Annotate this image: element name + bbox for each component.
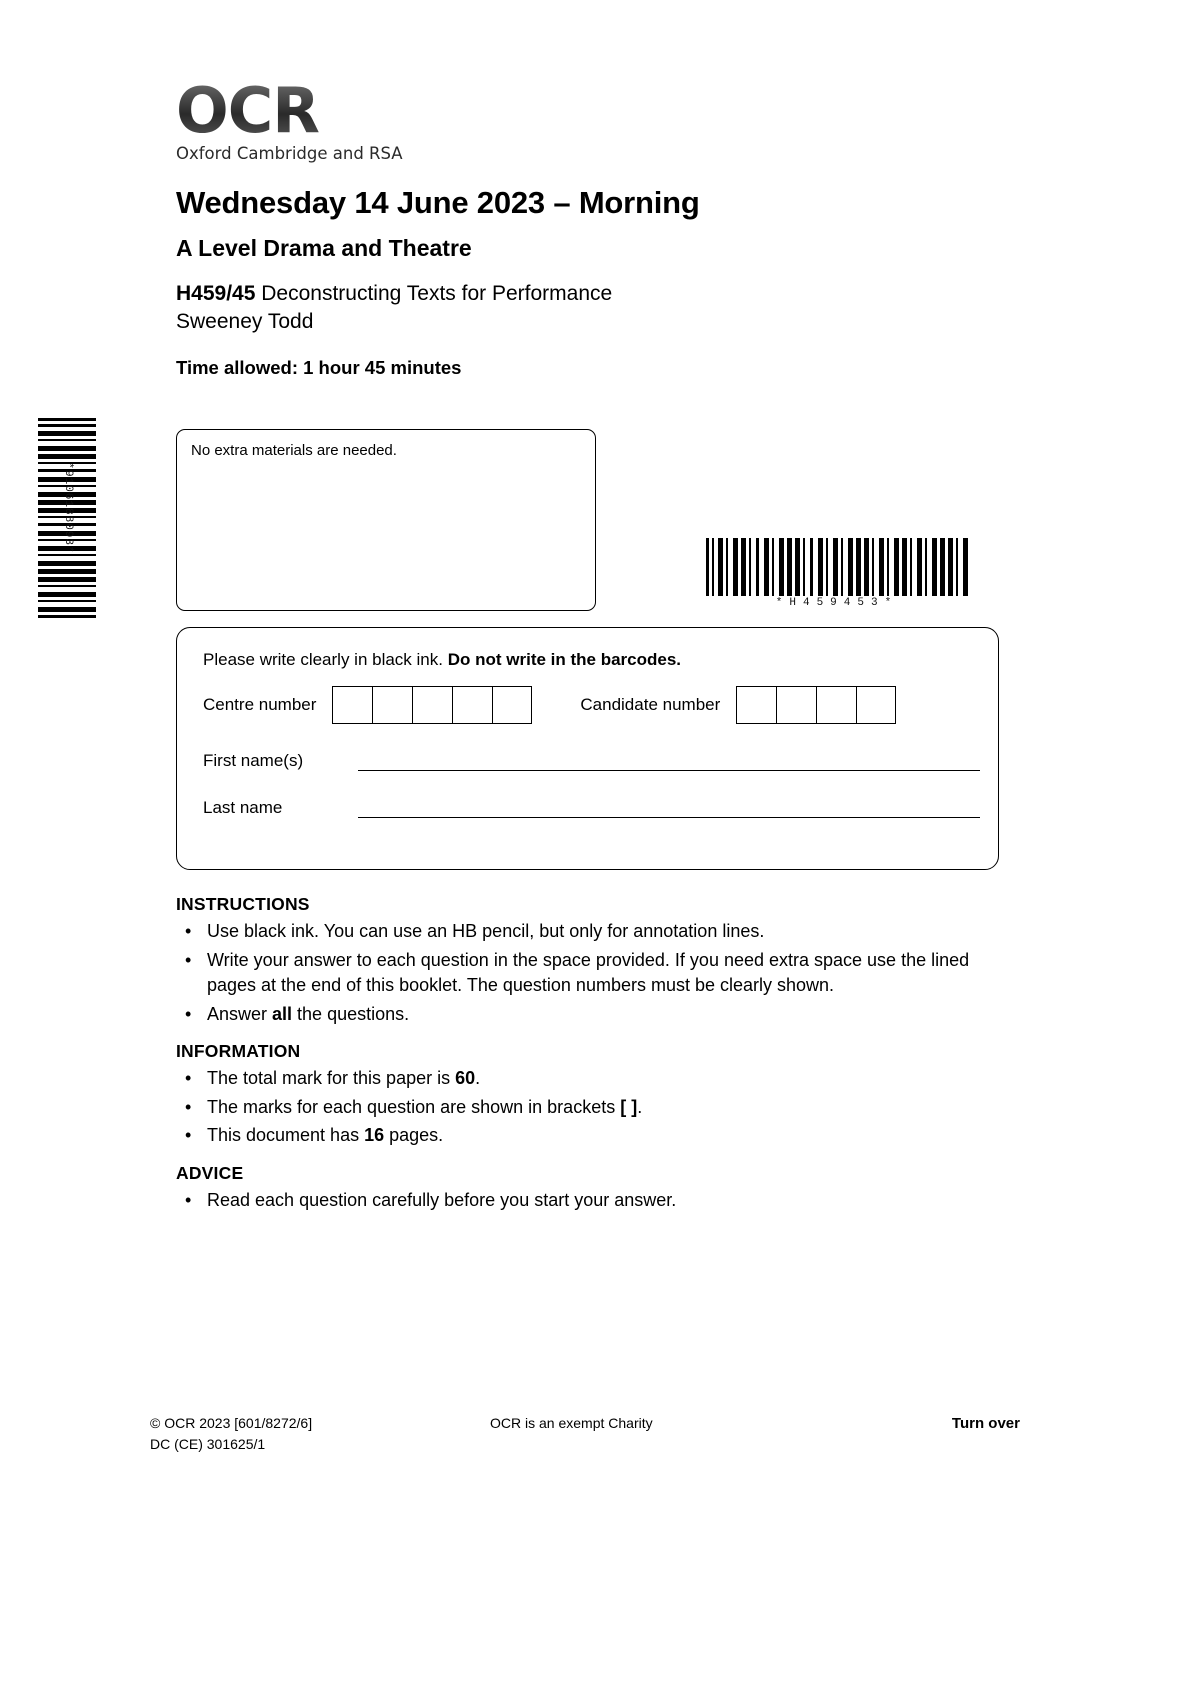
centre-number-cell[interactable] xyxy=(412,686,452,724)
write-clearly-note-plain: Please write clearly in black ink. xyxy=(203,650,448,669)
exam-header xyxy=(176,0,1016,379)
instructions-item xyxy=(176,919,1016,945)
information-item-text: The marks for each question are shown in brackets xyxy=(207,1096,621,1117)
ocr-logo-subtitle: Oxford Cambridge and RSA xyxy=(176,144,403,163)
candidate-number-cell[interactable] xyxy=(776,686,816,724)
vertical-barcode-text: *9106188093* xyxy=(62,462,74,554)
candidate-number-label: Candidate number xyxy=(580,695,721,714)
information-section xyxy=(176,1041,1016,1149)
last-name-label: Last name xyxy=(203,798,283,817)
turn-over-text: Turn over xyxy=(951,1415,1020,1432)
centre-number-cell[interactable] xyxy=(372,686,412,724)
qualification-title: A Level Drama and Theatre xyxy=(176,235,472,261)
information-item-post: pages. xyxy=(384,1125,444,1146)
information-item-post: . xyxy=(637,1096,643,1117)
instructions-list xyxy=(176,919,1016,1027)
materials-box xyxy=(176,429,596,611)
unit-line xyxy=(176,280,1016,337)
instructions-item-text: Use black ink. You can use an HB pencil, but only for annotation lines. xyxy=(207,921,765,941)
centre-number-input[interactable] xyxy=(332,686,532,724)
candidate-number-input[interactable] xyxy=(736,686,896,724)
advice-item xyxy=(176,1188,1016,1214)
instructions-title: INSTRUCTIONS xyxy=(176,894,310,914)
information-item xyxy=(176,1066,1016,1092)
document-code: DC (CE) 301625/1 xyxy=(150,1436,266,1452)
copyright-text: © OCR 2023 [601/8272/6] xyxy=(150,1415,313,1431)
write-clearly-note xyxy=(177,628,998,670)
ocr-logo xyxy=(176,74,1016,163)
instructions-item-bold: all xyxy=(272,1003,293,1024)
advice-section xyxy=(176,1163,1016,1214)
ocr-logo-text: OCR xyxy=(176,80,1016,142)
instructions-item-text: Answer xyxy=(207,1003,273,1024)
horizontal-barcode xyxy=(706,538,968,609)
instructions-section xyxy=(176,894,1016,1027)
charity-text: OCR is an exempt Charity xyxy=(490,1415,653,1431)
write-clearly-note-bold: Do not write in the barcodes. xyxy=(447,650,682,669)
footer-row-1 xyxy=(150,1415,1020,1432)
centre-number-cell[interactable] xyxy=(492,686,532,724)
information-item-text: The total mark for this paper is xyxy=(207,1068,456,1089)
instructions-item-post: the questions. xyxy=(292,1003,410,1024)
exam-date: Wednesday 14 June 2023 – Morning xyxy=(176,185,700,220)
instructions-item xyxy=(176,1002,1016,1028)
information-item-bold: 60 xyxy=(455,1068,476,1089)
candidate-details-box xyxy=(176,627,999,870)
footer-row-2 xyxy=(150,1436,1020,1452)
information-item xyxy=(176,1095,1016,1121)
instructions-item-text: Write your answer to each question in the space provided. If you need extra space use the lined pages at the end of this booklet. The question numbers must be clearly shown. xyxy=(207,949,970,996)
centre-number-cell[interactable] xyxy=(332,686,372,724)
information-item xyxy=(176,1123,1016,1149)
first-name-field[interactable] xyxy=(358,750,980,771)
last-name-field[interactable] xyxy=(358,797,980,818)
information-list xyxy=(176,1066,1016,1149)
first-name-label: First name(s) xyxy=(203,751,304,770)
advice-list xyxy=(176,1188,1016,1214)
unit-title: Deconstructing Texts for Performance xyxy=(261,282,613,305)
number-row xyxy=(177,670,998,724)
candidate-number-cell[interactable] xyxy=(816,686,856,724)
information-item-bold: 16 xyxy=(364,1125,385,1146)
page-footer xyxy=(150,1415,1020,1452)
paper-guidance xyxy=(176,880,1016,1213)
centre-number-label: Centre number xyxy=(203,695,317,714)
information-item-text: This document has xyxy=(207,1125,365,1146)
set-text: Sweeney Todd xyxy=(176,310,314,334)
candidate-number-cell[interactable] xyxy=(856,686,896,724)
horizontal-barcode-bars xyxy=(706,538,968,596)
candidate-number-cell[interactable] xyxy=(736,686,776,724)
horizontal-barcode-text: *H459453* xyxy=(775,597,899,609)
centre-number-cell[interactable] xyxy=(452,686,492,724)
information-item-post: . xyxy=(475,1068,481,1089)
time-allowed: Time allowed: 1 hour 45 minutes xyxy=(176,356,462,378)
advice-title: ADVICE xyxy=(176,1162,244,1183)
last-name-row xyxy=(177,771,998,818)
materials-text: No extra materials are needed. xyxy=(191,442,397,459)
first-name-row xyxy=(177,724,998,771)
information-title: INFORMATION xyxy=(176,1041,301,1062)
information-item-bold: [ ] xyxy=(620,1096,638,1117)
vertical-barcode xyxy=(38,418,96,646)
instructions-item xyxy=(176,948,1016,999)
unit-code: H459/45 xyxy=(176,282,256,305)
advice-item-text: Read each question carefully before you start your answer. xyxy=(207,1189,677,1210)
